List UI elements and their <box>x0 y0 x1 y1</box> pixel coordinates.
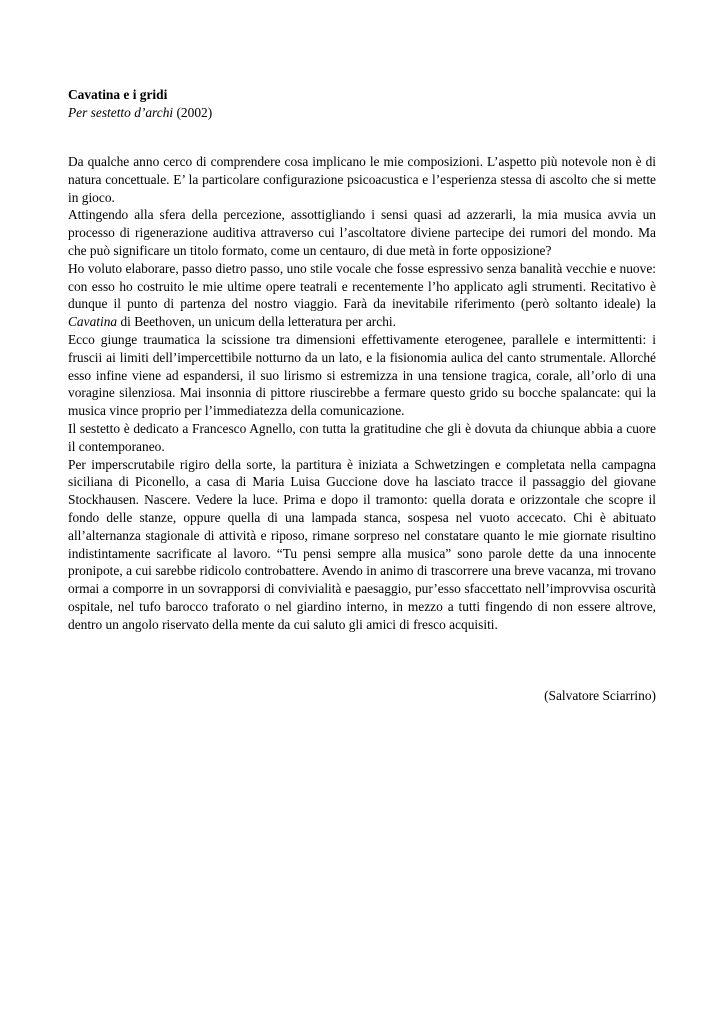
paragraph: Il sestetto è dedicato a Francesco Agnello, con tutta la gratitudine che gli è dovuta da chiunque abbia a cuore il contemporaneo. <box>68 420 656 454</box>
document-title: Cavatina e i gridi <box>68 87 168 102</box>
paragraph: Ecco giunge traumatica la scissione tra dimensioni effettivamente eterogenee, parallele e intermittenti: i fruscii ai limiti dell’impercettibile notturno da un lato, e la fisionomia aulica del canto strumentale. Allorché esso infine viene ad espandersi, il suo lirismo si estremizza in una tensione tragica, corale, all’orlo di una voragine silenziosa. Mai insonnia di pittore riuscirebbe a fermare questo grido su bocche spalancate: qui la musica vince proprio per l’immediatezza della comunicazione. <box>68 331 656 419</box>
paragraph: Attingendo alla sfera della percezione, assottigliando i sensi quasi ad azzerarli, la mia musica avvia un processo di rigenerazione auditiva attraverso cui l’ascoltatore diviene partecipe dei rumori del mondo. Ma che può significare un titolo formato, come un centauro, di due metà in forte opposizione? <box>68 207 656 258</box>
document-subtitle <box>68 104 656 122</box>
paragraph: Per imperscrutabile rigiro della sorte, la partitura è iniziata a Schwetzingen e completata nella campagna siciliana di Piconello, a casa di Maria Luisa Guccione dove ha lasciato tracce il passaggio del giovane Stockhausen. Nascere. Vedere la luce. Prima e dopo il tramonto: quella dorata e orizzontale che scopre il fondo delle stanze, oppure quella di una lampada stanca, sospesa nel vuoto accecato. Chi è abituato all’alternanza stagionale di attività e riposo, rimane sorpreso nel constatare quanto le mie giornate risultino indistintamente sacrificate al lavoro. “Tu pensi sempre alla musica” sono parole dette da una innocente pronipote, a cui sarebbe ridicolo controbattere. Avendo in animo di trascorrere una breve vacanza, mi trovano ormai a comporre in un sovrapporsi di convivialità e paesaggio, pur’esso sfaccettato nell’improvvisa oscurità ospitale, nel tufo barocco traforato o nel giardino interno, in mezzo a tutti fingendo di non essere altrove, dentro un angolo riservato della mente da cui saluto gli amici di fresco acquisiti. <box>68 456 656 632</box>
subtitle-italic: Per sestetto d’archi <box>68 105 174 120</box>
author-signature: (Salvatore Sciarrino) <box>544 688 656 703</box>
document-body <box>68 153 656 634</box>
paragraph-text: Ho voluto elaborare, passo dietro passo, uno stile vocale che fosse espressivo senza banalità vecchie e nuove: con esso ho costruito le mie ultime opere teatrali e recentemente l’ho applicato agli strumenti. Recitativo è dunque il punto di partenza del nostro viaggio. Farà da inevitabile riferimento (però soltanto ideale) la <box>68 260 656 312</box>
subtitle-year: (2002) <box>173 105 213 120</box>
paragraph: Da qualche anno cerco di comprendere cosa implicano le mie composizioni. L’aspetto più notevole non è di natura concettuale. E’ la particolare configurazione psicoacustica e l’esperienza stessa di ascolto che si mette in gioco. <box>68 154 656 205</box>
document-header <box>68 86 656 122</box>
paragraph-text: di Beethoven, un unicum della letteratura per archi. <box>117 314 396 330</box>
paragraph-italic-text: Cavatina <box>68 314 118 330</box>
paragraph <box>68 260 656 331</box>
